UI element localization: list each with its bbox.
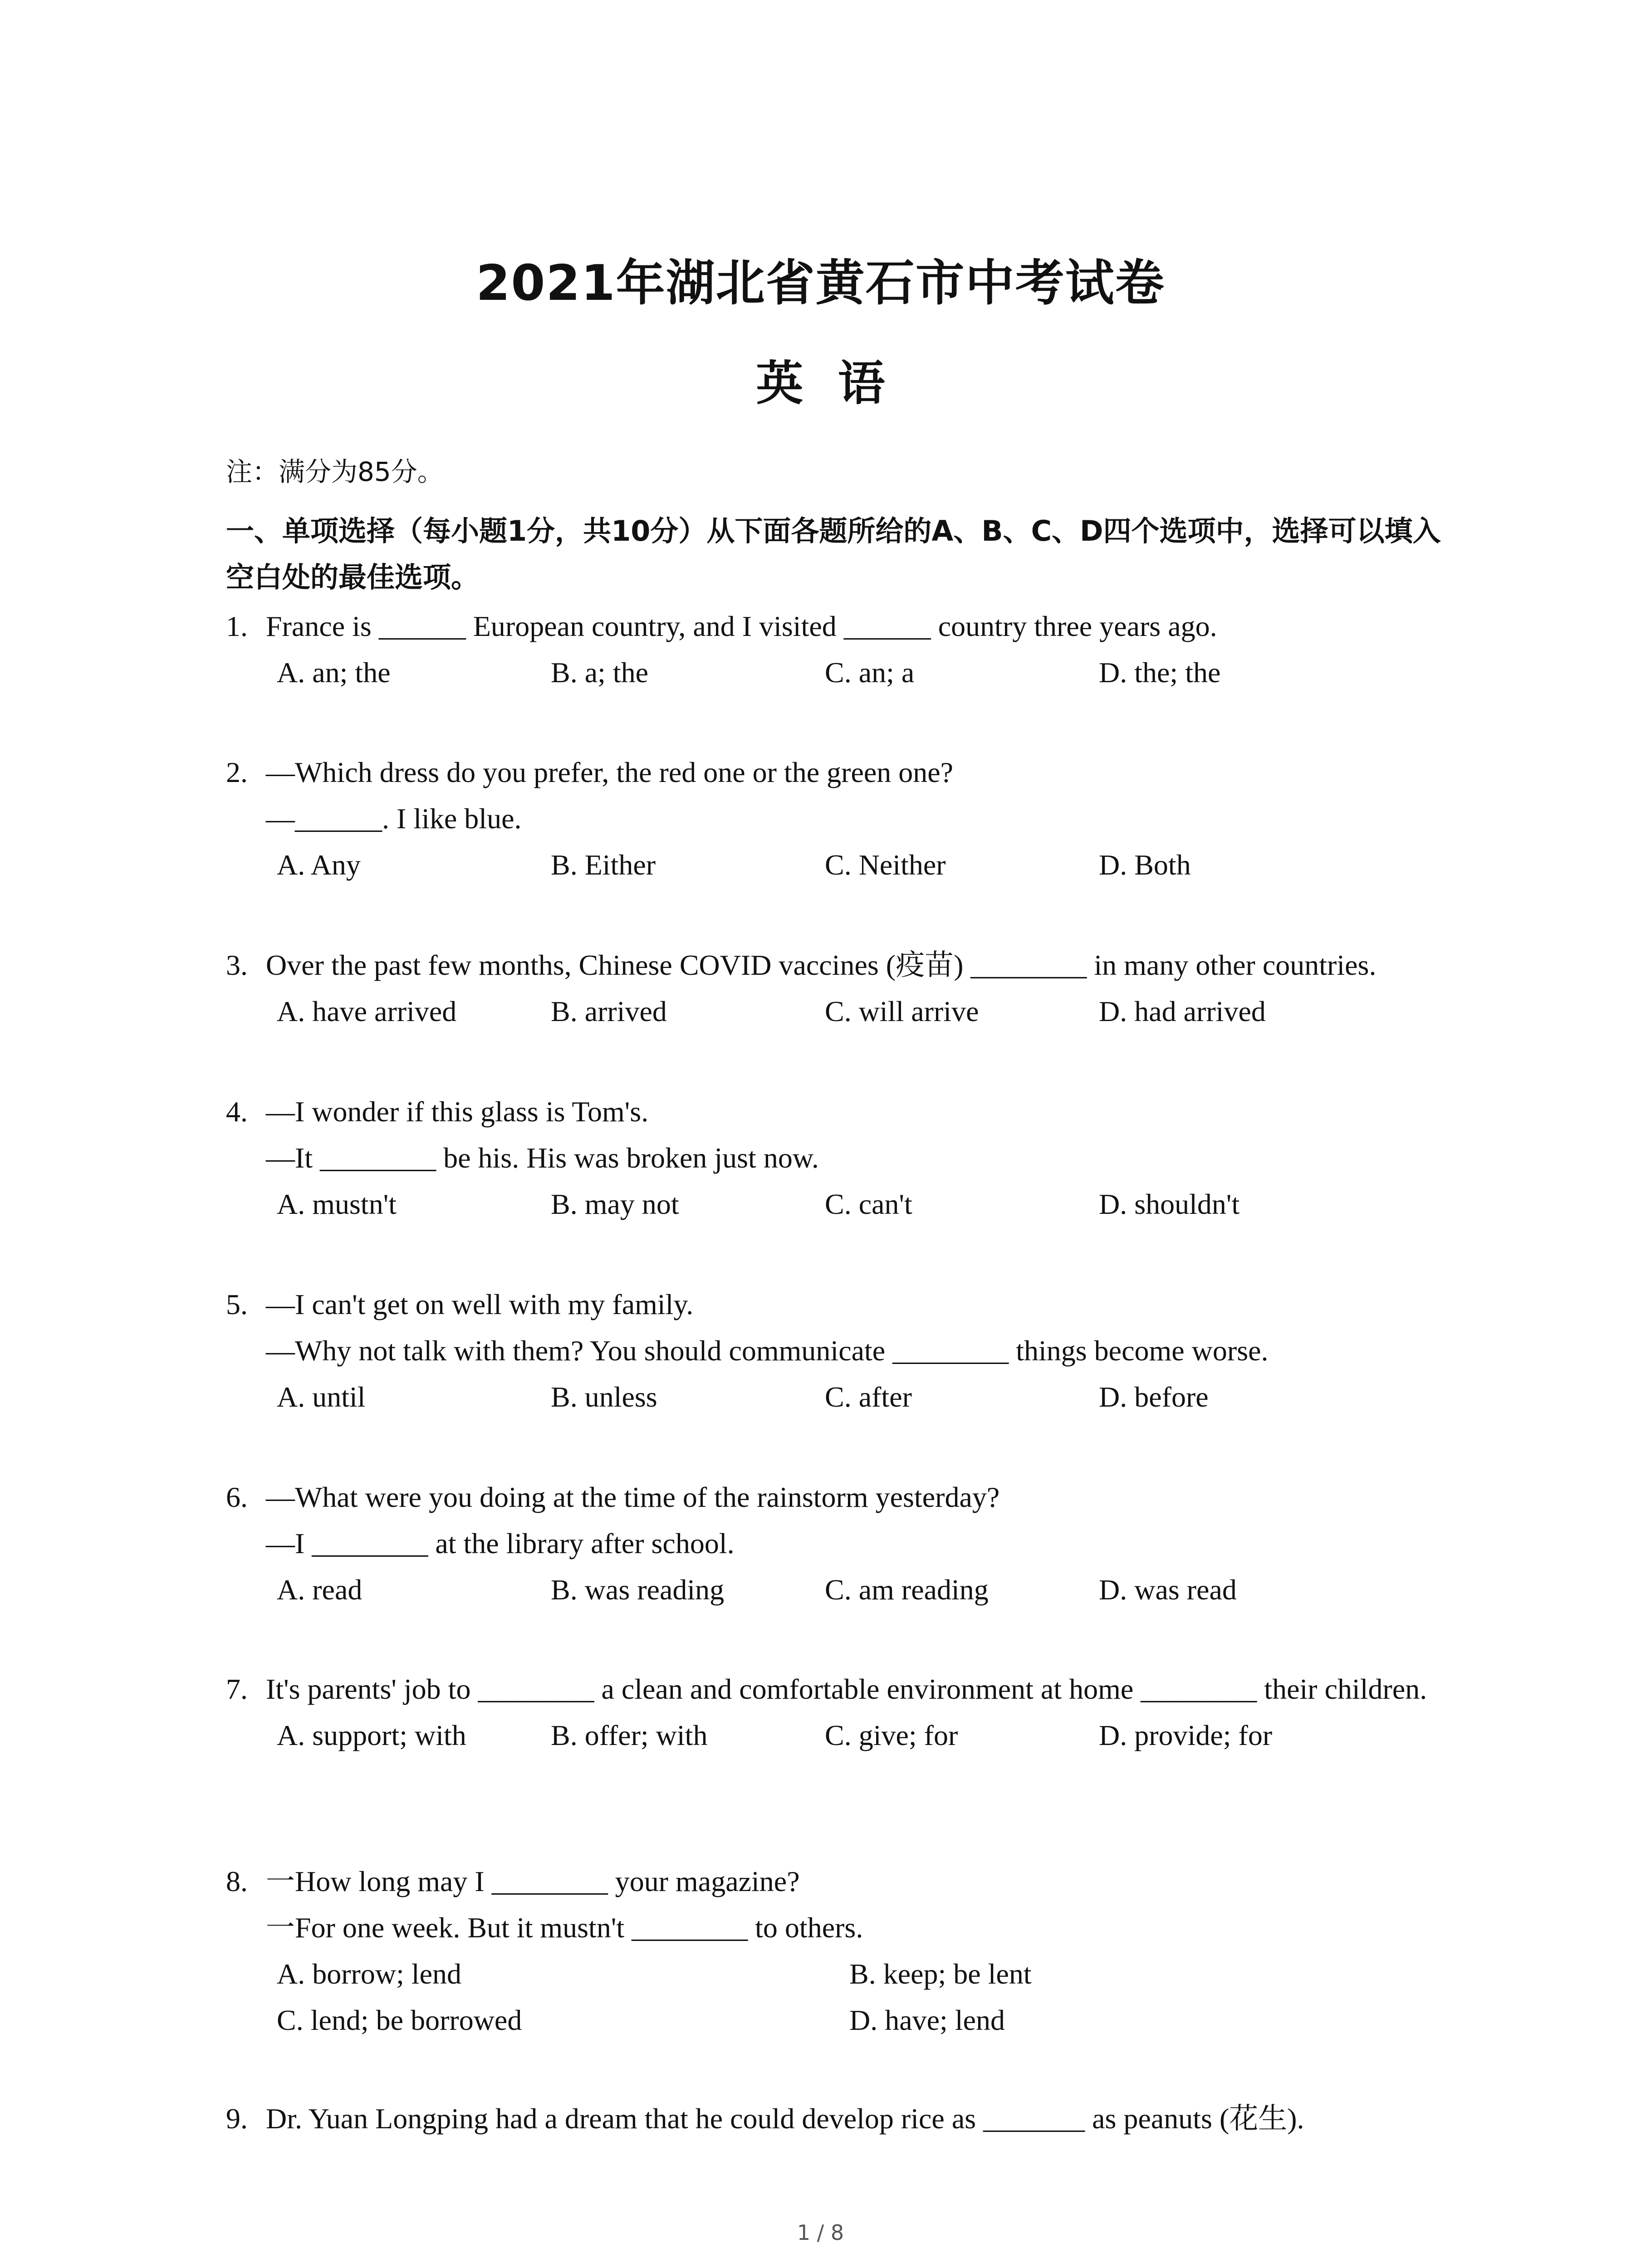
option-a[interactable]: A. an; the: [277, 656, 391, 689]
question-number: 5.: [226, 1288, 248, 1320]
option-c[interactable]: C. am reading: [825, 1574, 989, 1606]
option-row: [226, 1374, 1460, 1420]
exam-title: 2021年湖北省黄石市中考试卷: [476, 255, 1165, 312]
question-6: [226, 1474, 1460, 1613]
option-a[interactable]: A. Any: [277, 849, 361, 881]
question-number: 6.: [226, 1481, 248, 1513]
question-8: [226, 1858, 1460, 2043]
question-stem: Over the past few months, Chinese COVID vaccines (疫苗) ________ in many other countries.: [266, 949, 1376, 981]
option-a[interactable]: A. mustn't: [277, 1188, 397, 1220]
option-b[interactable]: B. Either: [551, 849, 656, 881]
option-row: [226, 650, 1460, 696]
question-stem: —I can't get on well with my family.: [266, 1288, 694, 1320]
question-7: [226, 1666, 1460, 1759]
question-number: 2.: [226, 756, 248, 788]
option-c[interactable]: C. an; a: [825, 656, 915, 689]
option-c[interactable]: C. will arrive: [825, 995, 979, 1027]
question-line-2: 一For one week. But it mustn't ________ to others.: [266, 1911, 863, 1944]
option-a[interactable]: A. read: [277, 1574, 362, 1606]
question-stem: Dr. Yuan Longping had a dream that he could develop rice as _______ as peanuts (花生).: [266, 2102, 1304, 2135]
option-d[interactable]: D. before: [1099, 1381, 1209, 1413]
option-c[interactable]: C. give; for: [825, 1719, 958, 1751]
option-row: [226, 842, 1460, 888]
question-stem: —I wonder if this glass is Tom's.: [266, 1095, 649, 1128]
option-d[interactable]: D. shouldn't: [1099, 1188, 1240, 1220]
question-number: 9.: [226, 2102, 248, 2135]
option-b[interactable]: B. a; the: [551, 656, 649, 689]
option-b[interactable]: B. may not: [551, 1188, 679, 1220]
option-b[interactable]: B. arrived: [551, 995, 667, 1027]
question-line-2: —It ________ be his. His was broken just now.: [266, 1142, 819, 1174]
exam-subject: 英 语: [756, 356, 885, 411]
option-c[interactable]: C. lend; be borrowed: [277, 2004, 522, 2036]
question-5: [226, 1281, 1460, 1420]
option-d[interactable]: D. Both: [1099, 849, 1191, 881]
question-number: 8.: [226, 1865, 248, 1897]
option-b[interactable]: B. offer; with: [551, 1719, 708, 1751]
option-d[interactable]: D. have; lend: [849, 2004, 1005, 2036]
option-a[interactable]: A. borrow; lend: [277, 1958, 462, 1990]
question-4: [226, 1089, 1460, 1227]
option-row: [226, 1181, 1460, 1227]
option-d[interactable]: D. had arrived: [1099, 995, 1266, 1027]
option-a[interactable]: A. support; with: [277, 1719, 466, 1751]
option-b[interactable]: B. unless: [551, 1381, 657, 1413]
option-c[interactable]: C. after: [825, 1381, 912, 1413]
option-a[interactable]: A. have arrived: [277, 995, 457, 1027]
option-row: [226, 988, 1460, 1035]
question-line-2: —______. I like blue.: [266, 802, 522, 835]
question-stem: —Which dress do you prefer, the red one or the green one?: [266, 756, 954, 788]
option-row: [226, 1997, 1460, 2043]
option-c[interactable]: C. can't: [825, 1188, 912, 1220]
question-number: 3.: [226, 949, 248, 981]
question-2: [226, 749, 1460, 888]
question-stem: It's parents' job to ________ a clean and comfortable environment at home ________ their children.: [266, 1673, 1427, 1705]
question-3: [226, 942, 1460, 1035]
question-stem: France is ______ European country, and I visited ______ country three years ago.: [266, 610, 1217, 642]
option-d[interactable]: D. was read: [1099, 1574, 1237, 1606]
option-d[interactable]: D. the; the: [1099, 656, 1221, 689]
question-line-2: —I ________ at the library after school.: [266, 1527, 735, 1559]
question-line-2: —Why not talk with them? You should communicate ________ things become worse.: [266, 1334, 1269, 1367]
question-number: 1.: [226, 610, 248, 642]
option-row: [226, 1951, 1460, 1997]
option-d[interactable]: D. provide; for: [1099, 1719, 1273, 1751]
question-9: [226, 2096, 1460, 2142]
option-row: [226, 1567, 1460, 1613]
score-note: 注：满分为85分。: [226, 456, 444, 487]
question-1: [226, 603, 1460, 696]
section-instruction: 一、单项选择（每小题1分，共10分）从下面各题所给的A、B、C、D四个选项中，选择可以填入空白处的最佳选项。: [226, 514, 1441, 594]
page-number: 1 / 8: [797, 2220, 844, 2245]
question-stem: —What were you doing at the time of the rainstorm yesterday?: [266, 1481, 1000, 1513]
option-row: [226, 1712, 1460, 1759]
option-b[interactable]: B. keep; be lent: [849, 1958, 1032, 1990]
option-b[interactable]: B. was reading: [551, 1574, 725, 1606]
option-a[interactable]: A. until: [277, 1381, 366, 1413]
option-c[interactable]: C. Neither: [825, 849, 946, 881]
question-stem: 一How long may I ________ your magazine?: [266, 1865, 800, 1897]
question-number: 7.: [226, 1673, 248, 1705]
question-number: 4.: [226, 1095, 248, 1128]
